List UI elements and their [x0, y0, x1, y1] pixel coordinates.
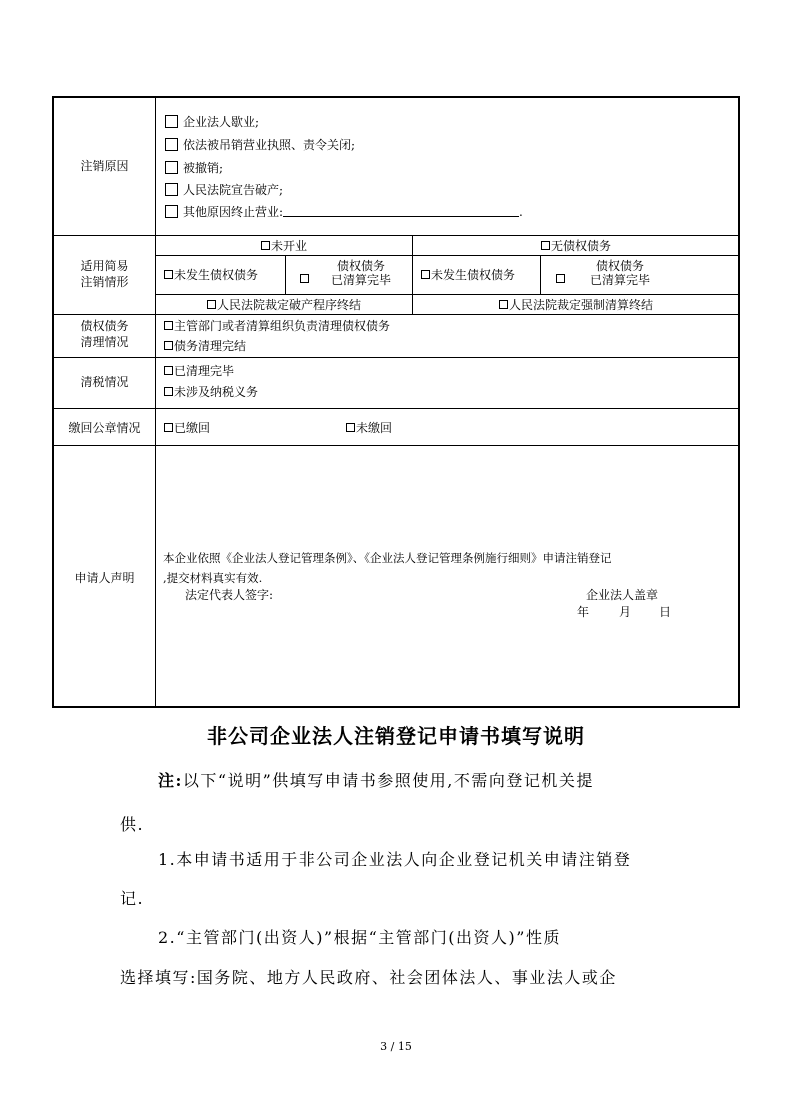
date-year-label: 年	[577, 605, 590, 619]
note-line: 注:以下“说明”供填写申请书参照使用,不需向登记机关提	[158, 771, 594, 790]
not-opened-header[interactable]: 未开业	[156, 239, 412, 253]
right-no-debt-option[interactable]: 未发生债权债务	[421, 268, 515, 282]
checkbox-icon[interactable]	[165, 138, 178, 151]
debt-clearance-option-2[interactable]: 债务清理完结	[164, 339, 246, 353]
checkbox-icon[interactable]	[165, 183, 178, 196]
declaration-statement-line2: ,提交材料真实有效.	[163, 571, 263, 585]
tax-clearance-option-2[interactable]: 未涉及纳税义务	[164, 385, 258, 399]
instruction-item-2-continuation: 选择填写:国务院、地方人民政府、社会团体法人、事业法人或企	[120, 968, 617, 987]
page-number: 3 / 15	[380, 1040, 412, 1053]
checkbox-icon[interactable]	[165, 115, 178, 128]
left-no-debt-option[interactable]: 未发生债权债务	[164, 268, 258, 282]
note-label: 注:	[158, 771, 183, 790]
date-month-label: 月	[619, 605, 632, 619]
checkbox-icon[interactable]	[261, 241, 270, 250]
seal-returned-option[interactable]: 已缴回	[164, 421, 210, 435]
reason-option-revoked-license[interactable]: 依法被吊销营业执照、责令关闭;	[165, 138, 355, 152]
note-continuation: 供.	[120, 815, 145, 834]
reason-option-closure[interactable]: 企业法人歇业;	[165, 115, 259, 129]
reason-option-other[interactable]: 其他原因终止营业: .	[165, 205, 523, 219]
instruction-item-2: 2.“主管部门(出资人)”根据“主管部门(出资人)”性质	[158, 928, 561, 947]
tax-clearance-option-1[interactable]: 已清理完毕	[164, 364, 234, 378]
checkbox-icon[interactable]	[164, 321, 173, 330]
right-debt-settled-checkbox[interactable]	[556, 268, 566, 287]
left-debt-settled-option: 债权债务 已清算完毕	[330, 259, 391, 287]
instruction-item-1: 1.本申请书适用于非公司企业法人向企业登记机关申请注销登	[158, 850, 632, 869]
left-debt-settled-checkbox[interactable]	[300, 268, 310, 287]
checkbox-icon[interactable]	[164, 270, 173, 279]
simplified-cancellation-label: 适用简易 注销情形	[80, 259, 129, 289]
checkbox-icon[interactable]	[164, 366, 173, 375]
debt-clearance-label: 债权债务 清理情况	[80, 319, 129, 349]
declaration-statement-line1: 本企业依照《企业法人登记管理条例》、《企业法人登记管理条例施行细则》申请注销登记	[163, 551, 612, 565]
checkbox-icon[interactable]	[164, 423, 173, 432]
forced-liquidation-terminated-option[interactable]: 人民法院裁定强制清算终结	[413, 298, 739, 312]
debt-clearance-option-1[interactable]: 主管部门或者清算组织负责清理债权债务	[164, 319, 390, 333]
seal-return-label: 缴回公章情况	[68, 421, 141, 435]
right-debt-settled-option: 债权债务 已清算完毕	[589, 259, 650, 287]
checkbox-icon[interactable]	[346, 423, 355, 432]
checkbox-icon[interactable]	[421, 270, 430, 279]
reason-option-dismissed[interactable]: 被撤销;	[165, 161, 223, 175]
instruction-item-1-continuation: 记.	[120, 889, 145, 908]
no-debts-header[interactable]: 无债权债务	[413, 239, 739, 253]
legal-rep-signature-label: 法定代表人签字:	[185, 588, 274, 602]
checkbox-icon[interactable]	[499, 300, 508, 309]
tax-clearance-label: 清税情况	[80, 375, 129, 389]
seal-not-returned-option[interactable]: 未缴回	[346, 421, 392, 435]
checkbox-icon[interactable]	[556, 274, 565, 283]
other-reason-blank[interactable]	[283, 205, 519, 217]
reason-option-bankruptcy[interactable]: 人民法院宣告破产;	[165, 183, 283, 197]
applicant-declaration-label: 申请人声明	[74, 571, 135, 585]
enterprise-seal-label: 企业法人盖章	[586, 588, 659, 602]
cancellation-reason-label: 注销原因	[80, 159, 129, 173]
checkbox-icon[interactable]	[164, 341, 173, 350]
bankruptcy-terminated-option[interactable]: 人民法院裁定破产程序终结	[156, 298, 412, 312]
instructions-title: 非公司企业法人注销登记申请书填写说明	[207, 724, 585, 748]
date-day-label: 日	[659, 605, 672, 619]
checkbox-icon[interactable]	[164, 387, 173, 396]
checkbox-icon[interactable]	[300, 274, 309, 283]
checkbox-icon[interactable]	[207, 300, 216, 309]
checkbox-icon[interactable]	[165, 161, 178, 174]
checkbox-icon[interactable]	[165, 205, 178, 218]
checkbox-icon[interactable]	[541, 241, 550, 250]
